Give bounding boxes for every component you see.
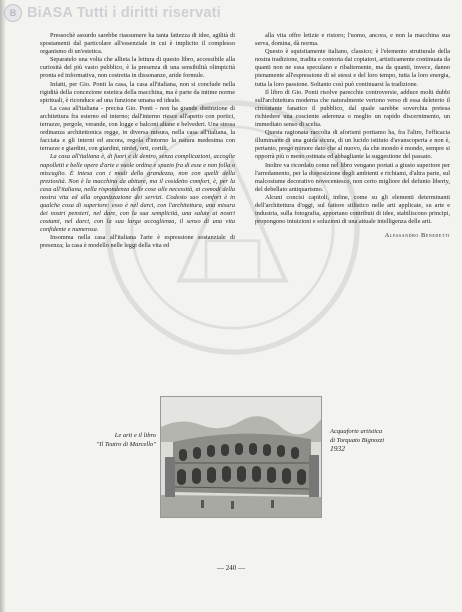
figure-caption-right	[330, 428, 420, 454]
left-text-column	[40, 32, 235, 251]
biasa-banner	[4, 4, 221, 22]
caption-year: 1932	[330, 444, 345, 453]
italic-quotation: La casa all'italiana è, di fuori e di dentro, senza complicazioni, accoglie napolletti e belle opere d'arte e vuole ordine e spazio fra di esse e non folla o miscuglio. È intesa con i modi della grandezza, non con quelli della preziosità. Non è la macchina da abitare, ma il cosidetto comfort, è, per la casa all'italiana, nella rispondenza delle cose alle necessità, ai comodi della nostra vita ed alla organizzazione dei servizi. Codesto suo comfort è in qualche cosa di superiore: esso è nel darci, con l'architettura, una misura dei nostri pensieri, nel dare, con la sua semplicità, una salute ai nostri costumi, nel darci, con la sua larga accoglienza, il senso di una vita confidente e numerosa.	[40, 153, 235, 234]
paragraph: Separatelo una volta che allieta la lettura di questo libro, accessibile alla curiosità del più vasto pubblico, è la presenza di una sensibilità olimpicità pronta ed informativa, non costretta in dissonanze, aride formule.	[40, 56, 235, 80]
caption-line: di Torquato Bignozzi	[330, 436, 385, 444]
banner-text: BiASA Tutti i diritti riservati	[27, 5, 221, 21]
author-signature: Alessandro Benedetti	[384, 232, 450, 240]
etching-illustration	[160, 396, 322, 518]
right-text-column	[255, 32, 450, 240]
caption-line: "Il Teatro di Marcello"	[96, 440, 156, 448]
scan-edge-shadow	[0, 0, 6, 612]
paragraph: Infatti, per Gio. Ponti la casa, la casa all'italiana, non si conclude nella rigidità della concezione estetica della macchina, ma è parte da intime norme spirituali, è riconduce ad una funzione umana ed ideale.	[40, 80, 235, 104]
caption-line: Le arti e il libro	[114, 432, 156, 439]
figure-caption-left	[58, 432, 156, 449]
caption-line: Acquaforte artistica	[330, 428, 383, 435]
paragraph: Questa ragionata raccolta di aforismi portiamo ha, fra l'altro, l'efficacia illuminante di una guida sicura, di un lucido istituto d'avanscoperta e non è, pertanto, prego minore dato che al nuovo, da che mondo è mondo, sempre si opporrà più o meno ostinata ed abbagliante la suggestione del passato.	[255, 129, 450, 161]
paragraph: Questo è squisitamente italiano, classico; è l'elemento strutturale della nostra tradizione, tradita e contorta dai copiatori, artisticamente continuata da quanti non ne essa speculano e ribaltemente, ma da quanti, invece, danno pienamente all'espressione di sè stessi e del loro tempo, tutta la loro energia, tutta la loro passione. Soltanto così può continuarsi la tradizione.	[255, 48, 450, 88]
paragraph: Il libro di Gio. Ponti risolve parecchie controversie, adduce molti dubbi sull'architettura moderna che naturalmente vertono verso di essa deleterio il circostante fanatico il pubblico, dal quale sarebbe soverchia pretesa richiedere una cosciente aderenza o meglio un rapido discernimento, un immediato senso di scelta.	[255, 88, 450, 129]
paragraph: Inoltre va ricordato come nel libro vengano portati a giusto superiore per l'arredamento, per la disposizione degli ambienti e richiami, d'altra parte, sul malcostume decorativo novecentesco, non certo migliore del defunto liberty, del debellato antiquarismo.	[255, 161, 450, 193]
paragraph: Pressochè assurdo sarebbe riassumere ha tanta fattezza di idee, agilità di spostamenti dal particolare all'essenziale in cui è implicito il complesso organismo di un'estetica.	[40, 32, 235, 56]
paragraph: Insomma nella casa all'italiana l'arte è espressione sostanziale di presenza; la casa è modello nelle leggi della vita ed	[40, 234, 235, 250]
paragraph: La casa all'italiana - precisa Gio. Ponti - non ha grande distinzione di architettura fra esterno ed interno; dall'interno riesce all'aperto con portici, terrazze, pergole, verande, con logge e balconi altane e belvederi. Una stessa ordinanza architettonica regge, in diversa misura, nella casa all'italiana, la facciata e gli interni ed ancora, regola d'intorno la natura medesima con terrazze e giardini, con giardini, ninfei, orti, cortili.	[40, 104, 235, 153]
paragraph: alla vita offre letizie e ristoro; l'uomo, ancora, e non la macchina sua serva, domina, dà norma.	[255, 32, 450, 48]
theatre-etching-icon	[161, 397, 321, 517]
page-number: — 240 —	[217, 564, 245, 572]
biasa-logo-icon: B	[4, 4, 22, 22]
paragraph: Alcuni concisi capitoli, infine, come su gli elementi determinanti dell'architettura d'oggi, sul fattore stilistico nelle arti applicate, su arte e industria, sulla fotografia, apportano contributi di idee, stabiliscono principi, propongono intuizioni e soluzioni di una attuale intelligenza delle arti.	[255, 193, 450, 226]
